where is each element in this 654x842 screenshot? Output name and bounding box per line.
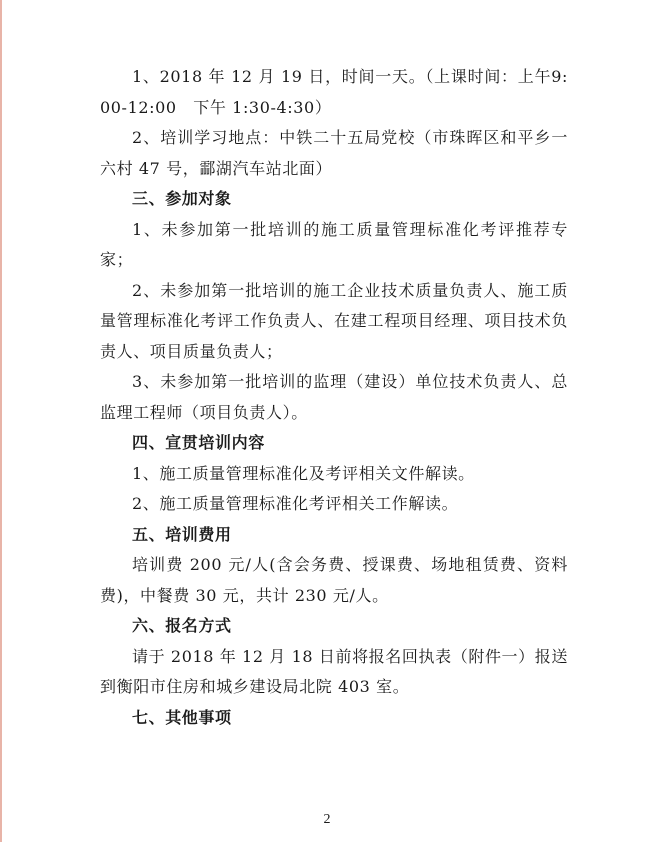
heading-other: 七、其他事项	[132, 707, 232, 727]
page-edge-rule	[0, 0, 2, 842]
item-location: 2、培训学习地点：中铁二十五局党校（市珠晖区和平乡一六村 47 号，酃湖汽车站北面）	[100, 128, 568, 178]
participants-item-2: 2、未参加第一批培训的施工企业技术质量负责人、施工质量管理标准化考评工作负责人、在建工程项目经理、项目技术负责人、项目质量负责人；	[100, 280, 568, 361]
document-body	[100, 62, 568, 733]
fees-text: 培训费 200 元/人(含会务费、授课费、场地租赁费、资料费)，中餐费 30 元，共计 230 元/人。	[100, 555, 568, 605]
heading-participants: 三、参加对象	[132, 189, 232, 208]
heading-content: 四、宣贯培训内容	[132, 433, 265, 452]
participants-item-1: 1、未参加第一批培训的施工质量管理标准化考评推荐专家；	[100, 219, 568, 269]
content-item-2: 2、施工质量管理标准化考评相关工作解读。	[132, 494, 459, 513]
page-number: 2	[323, 812, 331, 827]
participants-item-3: 3、未参加第一批培训的监理（建设）单位技术负责人、总监理工程师（项目负责人）。	[100, 372, 568, 422]
item-date: 1、2018 年 12 月 19 日，时间一天。（上课时间：上午9:00-12:00 下午 1:30-4:30）	[100, 67, 568, 117]
registration-text: 请于 2018 年 12 月 18 日前将报名回执表（附件一）报送到衡阳市住房和城乡建设局北院 403 室。	[100, 646, 568, 696]
heading-registration: 六、报名方式	[132, 616, 232, 635]
content-item-1: 1、施工质量管理标准化及考评相关文件解读。	[132, 463, 475, 483]
heading-fees: 五、培训费用	[132, 524, 232, 544]
